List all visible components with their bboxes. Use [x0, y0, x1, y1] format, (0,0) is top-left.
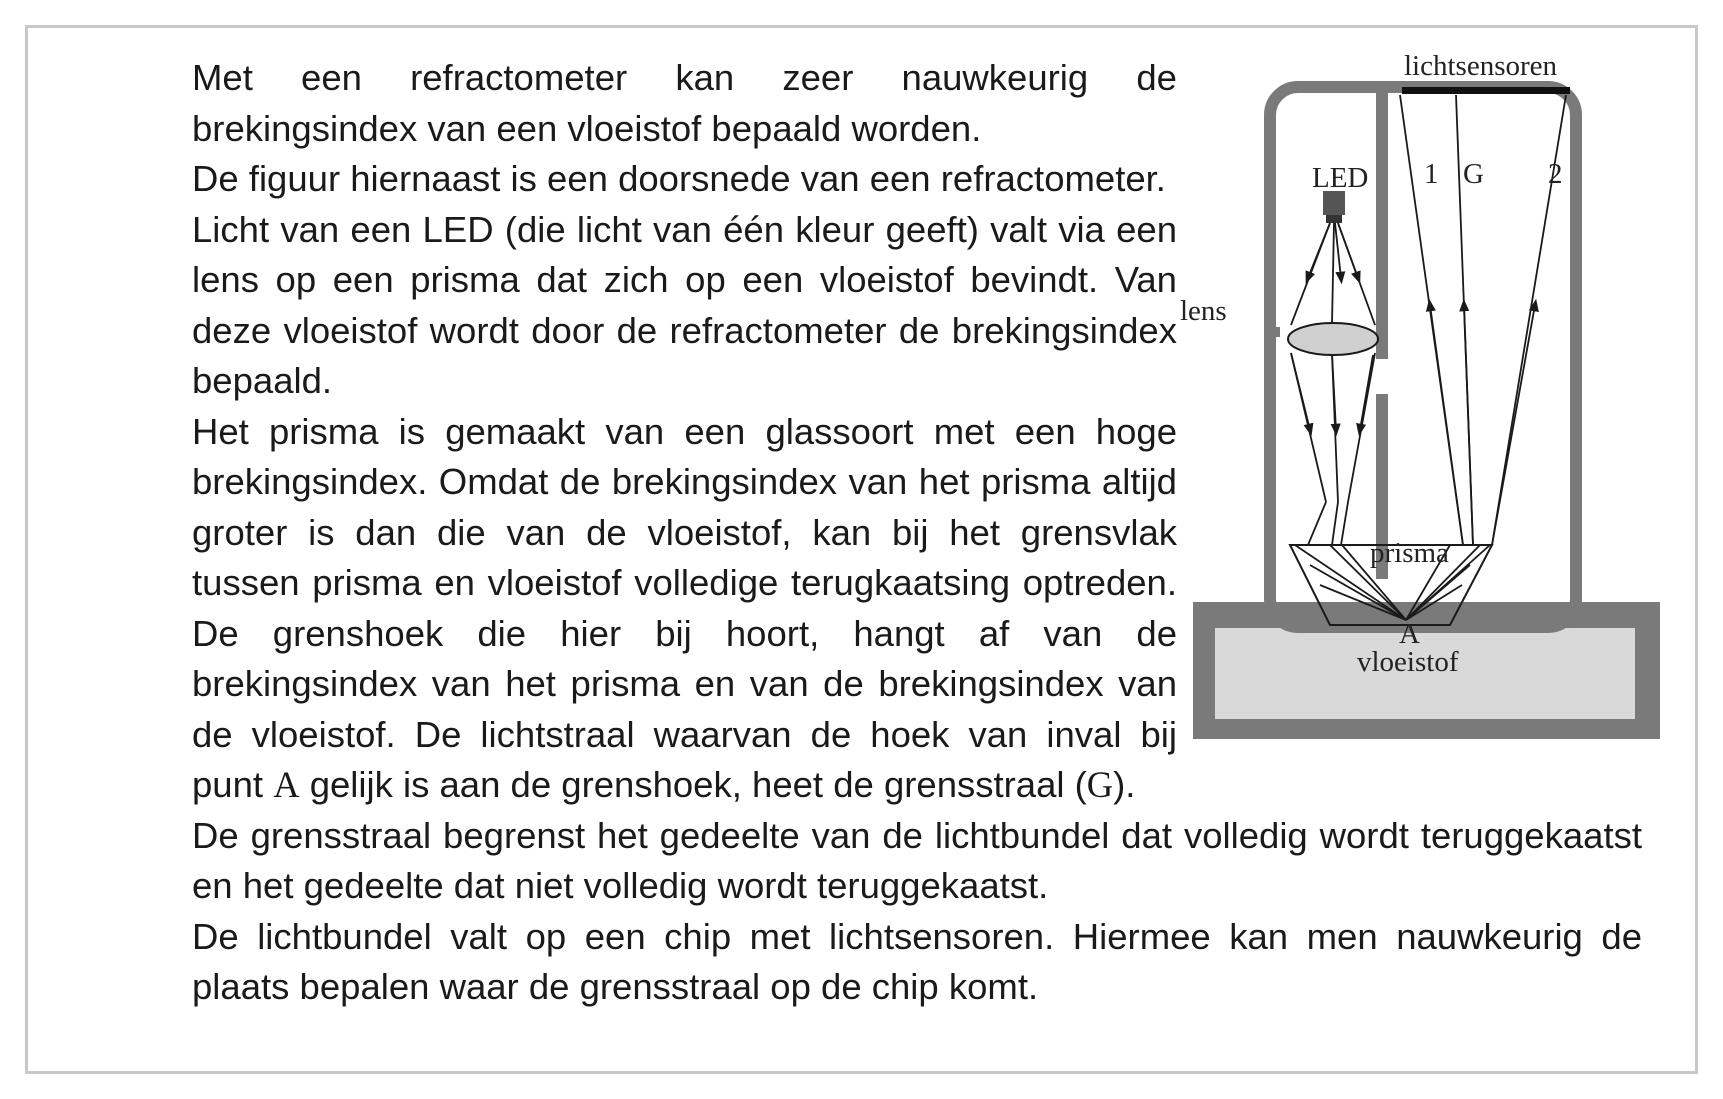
label-prisma: prisma: [1370, 537, 1449, 569]
paragraph-4-part-1: Het prisma is gemaakt van een glassoort met een hoge brekingsindex. Omdat de brekingsindex van het prisma altijd groter is dan die van de vloeistof, kan bij het grensvlak tussen prisma en vloeistof volledige terugkaatsing optreden. De grenshoek die hier bij hoort, hangt af van de brekingsindex van het prisma en van de brekingsindex van de vloeistof. De lichtstraal waarvan de hoek van inval bij punt: [192, 410, 1177, 805]
paragraph-4-part-2: gelijk is aan de grenshoek, heet de grensstraal (: [299, 764, 1087, 805]
grensstraal-symbol: G: [1086, 764, 1114, 805]
label-led: LED: [1312, 162, 1369, 194]
label-point-a: A: [1399, 618, 1420, 650]
led-body: [1323, 191, 1345, 215]
label-lens: lens: [1180, 295, 1227, 327]
paragraph-4-part-3: ).: [1113, 764, 1136, 805]
sensor-chip: [1402, 87, 1570, 94]
paragraph-1: Met een refractometer kan zeer nauwkeurig de brekingsindex van een vloeistof bepaald worden.: [192, 57, 1177, 149]
paragraph-3: Licht van een LED (die licht van één kleur geeft) valt via een lens op een prisma dat zich op een vloeistof bevindt. Van deze vloeistof wordt door de refractometer de brekingsindex bepaald.: [192, 208, 1177, 401]
paragraph-2: De figuur hiernaast is een doorsnede van een refractometer.: [192, 158, 1166, 199]
label-ray-1: 1: [1424, 158, 1439, 190]
label-ray-2: 2: [1548, 158, 1563, 190]
label-vloeistof: vloeistof: [1357, 646, 1459, 678]
lens: [1288, 323, 1378, 355]
label-ray-g: G: [1463, 158, 1484, 190]
refractometer-diagram: [1180, 45, 1680, 755]
inner-wall-upper: [1376, 89, 1388, 359]
paragraph-5: De grensstraal begrenst het gedeelte van de lichtbundel dat volledig wordt teruggekaatst en het gedeelte dat niet volledig wordt teruggekaatst.: [192, 814, 1642, 906]
paragraph-6: De lichtbundel valt op een chip met lichtsensoren. Hiermee kan men nauwkeurig de plaats bepalen waar de grensstraal op de chip komt.: [192, 915, 1642, 1007]
point-a-symbol: A: [273, 764, 300, 805]
refractometer-figure: [1180, 45, 1680, 755]
label-lichtsensoren: lichtsensoren: [1404, 50, 1558, 82]
